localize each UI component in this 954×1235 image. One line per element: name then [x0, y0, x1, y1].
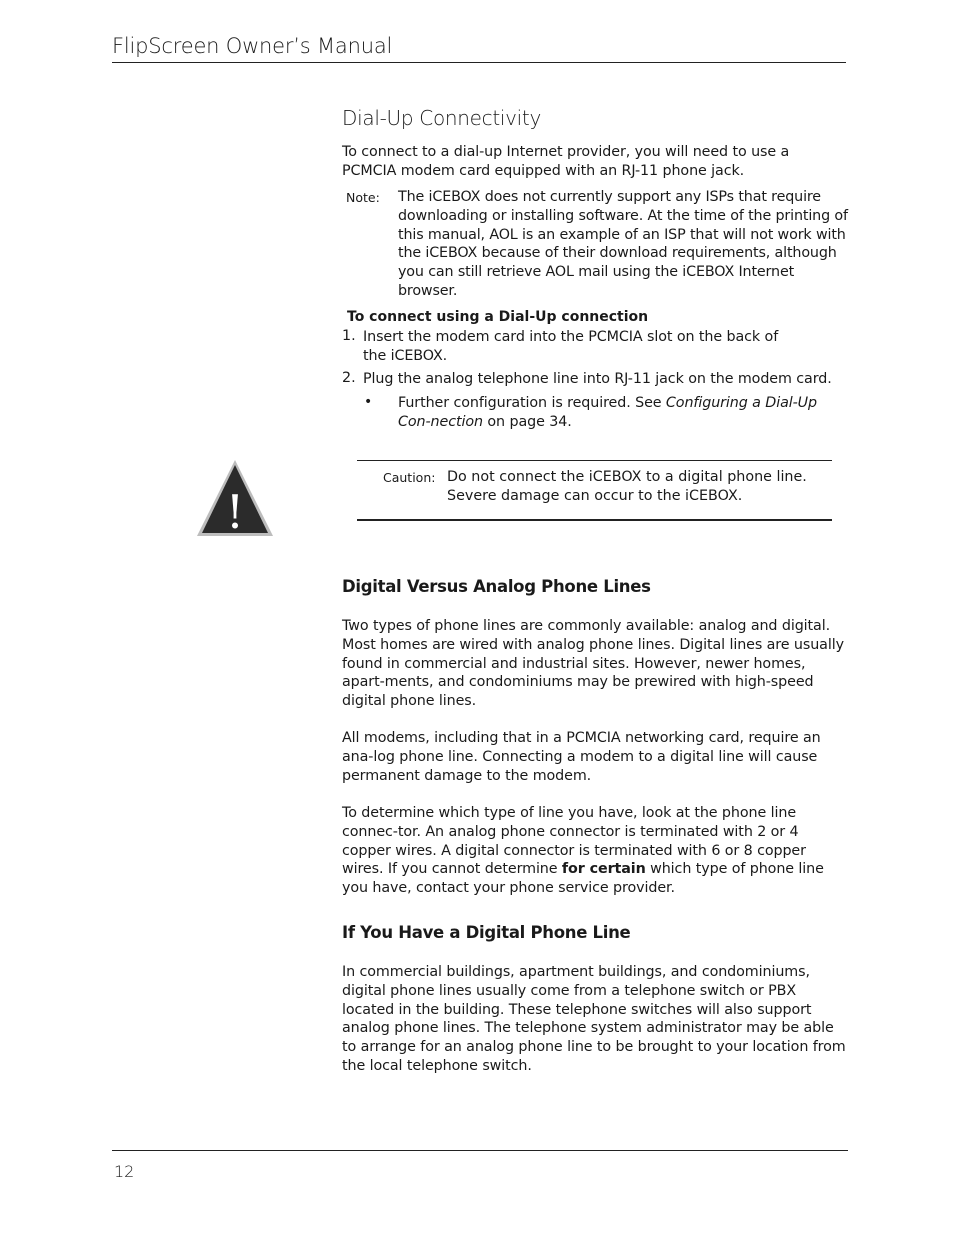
digital-vs-analog-heading: Digital Versus Analog Phone Lines — [342, 577, 651, 596]
page-number: 12 — [114, 1162, 135, 1181]
manual-title: FlipScreen Owner’s Manual — [112, 34, 393, 58]
page-header — [112, 30, 846, 63]
caution-text — [447, 468, 827, 506]
bullet-text-after: on page 34. — [482, 413, 572, 430]
bullet-text-before: Further configuration is required. See — [398, 395, 666, 411]
procedure-heading: To connect using a Dial-Up connection — [347, 309, 649, 325]
caution-label: Caution: — [383, 470, 436, 485]
digital-line-heading: If You Have a Digital Phone Line — [342, 923, 631, 942]
bullet-dot: • — [364, 394, 373, 410]
page-footer-rule — [112, 1150, 848, 1151]
bullet-text — [398, 394, 846, 432]
cross-reference-link[interactable]: Configuring a Dial-Up Con-nection — [398, 395, 818, 430]
digital-vs-analog-paragraph-2: All modems, including that in a PCMCIA networking card, require an ana-log phone line. Connecting a modem to a digital line will cause permanent damage to the modem. — [342, 730, 821, 784]
step-number: 1. — [342, 328, 356, 344]
digital-vs-analog-paragraph-1: Two types of phone lines are commonly available: analog and digital. Most homes are wired with analog phone lines. Digital lines are usually found in commercial and industrial sites. However, newer homes, apart-ments, and condominiums may be prewired with high-speed digital phone lines. — [342, 618, 844, 710]
digital-vs-analog-paragraph-3 — [342, 804, 847, 898]
note-label: Note: — [346, 190, 380, 205]
digital-line-paragraph: In commercial buildings, apartment buildings, and condominiums, digital phone lines usually come from a telephone switch or PBX located in the building. These telephone switches will also support analog phone lines. The telephone system administrator may be able to arrange for an analog phone line to be brought to your location from the local telephone switch. — [342, 964, 846, 1074]
para3-bold: for certain — [561, 861, 646, 878]
para3-after: which type of phone line you have, contact your phone service provider. — [342, 861, 824, 897]
note-text: The iCEBOX does not currently support any ISPs that require downloading or installing software. At the time of the printing of this manual, AOL is an example of an ISP that will not work with the iCEBOX because of their download requirements, although you can still retrieve AOL mail using the iCEBOX Internet browser. — [398, 189, 848, 299]
intro-paragraph: To connect to a dial-up Internet provider, you will need to use a PCMCIA modem card equipped with an RJ-11 phone jack. — [342, 144, 790, 179]
step-text: Insert the modem card into the PCMCIA slot on the back of the iCEBOX. — [363, 329, 779, 364]
section-title: Dial-Up Connectivity — [342, 106, 542, 130]
step-text: Plug the analog telephone line into RJ-11 jack on the modem card. — [363, 371, 832, 387]
warning-triangle-icon — [195, 458, 275, 538]
warning-glyph: ! — [225, 485, 245, 538]
step-number: 2. — [342, 370, 356, 386]
caution-line-1: Do not connect the iCEBOX to a digital phone line. — [447, 469, 807, 485]
para3-before: To determine which type of line you have, look at the phone line connec-tor. An analog phone connector is terminated with 2 or 4 copper wires. A digital connector is terminated with 6 or 8 copper wires. If you cannot determine — [342, 805, 806, 878]
caution-line-2: Severe damage can occur to the iCEBOX. — [447, 487, 743, 504]
